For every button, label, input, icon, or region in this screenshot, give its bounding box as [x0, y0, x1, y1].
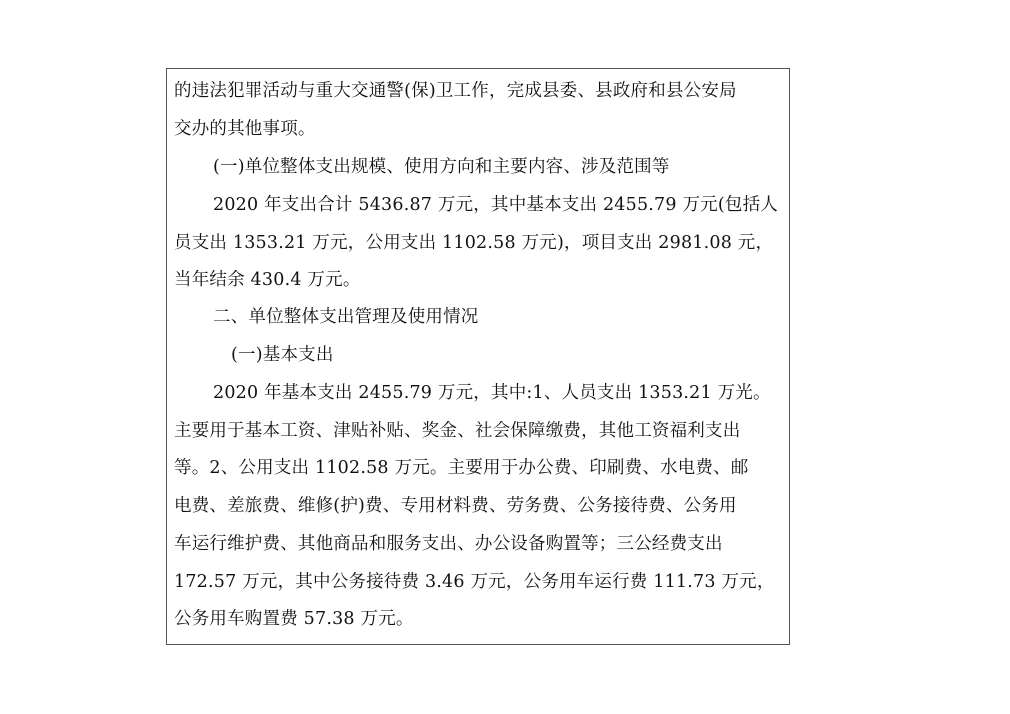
text-line: 的违法犯罪活动与重大交通警(保)卫工作，完成县委、县政府和县公安局	[174, 81, 737, 101]
text-line: 172.57 万元，其中公务接待费 3.46 万元，公务用车运行费 111.73 万元，	[174, 572, 775, 592]
text-line: 当年结余 430.4 万元。	[174, 270, 361, 290]
text-line: 主要用于基本工资、津贴补贴、奖金、社会保障缴费，其他工资福利支出	[174, 421, 741, 441]
text-line: 交办的其他事项。	[174, 119, 316, 139]
text-line: 车运行维护费、其他商品和服务支出、办公设备购置等；三公经费支出	[174, 534, 723, 554]
section-heading: (一)基本支出	[231, 345, 334, 365]
text-line: 电费、差旅费、维修(护)费、专用材料费、劳务费、公务接待费、公务用	[174, 496, 737, 516]
text-line: 2020 年基本支出 2455.79 万元，其中:1、人员支出 1353.21 万光。	[213, 383, 771, 403]
text-line: 公务用车购置费 57.38 万元。	[174, 609, 414, 629]
section-heading: (一)单位整体支出规模、使用方向和主要内容、涉及范围等	[213, 157, 670, 177]
document-frame	[166, 68, 790, 645]
text-line: 2020 年支出合计 5436.87 万元，其中基本支出 2455.79 万元(包括人	[213, 195, 779, 215]
text-line: 等。2、公用支出 1102.58 万元。主要用于办公费、印刷费、水电费、邮	[174, 458, 749, 478]
text-line: 员支出 1353.21 万元，公用支出 1102.58 万元)，项目支出 2981.08 元，	[174, 233, 774, 253]
section-heading: 二、单位整体支出管理及使用情况	[213, 307, 479, 327]
